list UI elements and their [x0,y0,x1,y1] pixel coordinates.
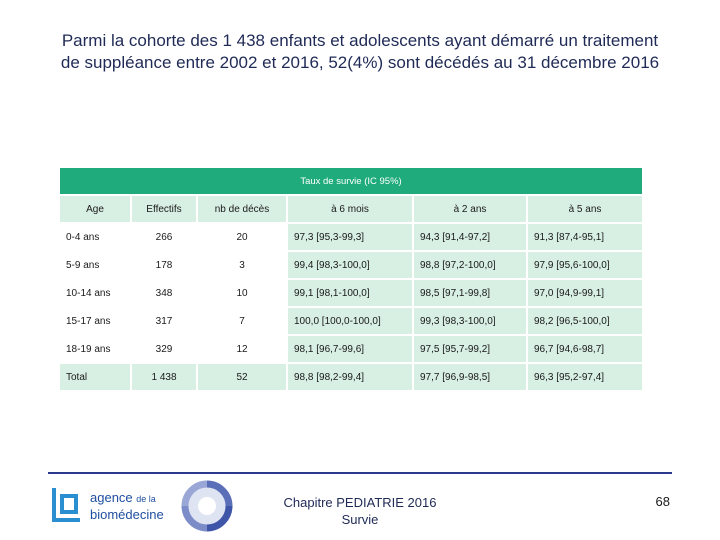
cell-2-ans: 99,3 [98,3-100,0] [414,306,528,334]
cell-age: 0-4 ans [60,222,132,250]
cell-deces: 20 [198,222,288,250]
agence-biomedecine-logo [50,484,180,530]
table-row [60,222,642,250]
col-header-5-ans: à 5 ans [528,194,642,222]
cell-deces: 52 [198,362,288,390]
footer-chapter-line-2: Survie [341,512,379,527]
col-header-6-mois: à 6 mois [288,194,414,222]
cell-effectifs: 1 438 [132,362,198,390]
cell-effectifs: 178 [132,250,198,278]
col-header-effectifs: Effectifs [132,194,198,222]
cell-deces: 10 [198,278,288,306]
page-number: 68 [655,494,670,509]
logo-mark-icon [50,486,86,526]
slide-title-line-2: de suppléance entre 2002 et 2016, 52(4%) sont décédés au 31 décembre 2016 [60,53,660,72]
table-group-header-row [60,168,642,194]
table-row [60,278,642,306]
footer-chapter-line-1: Chapitre PEDIATRIE 2016 [283,495,437,510]
cell-6-mois: 100,0 [100,0-100,0] [288,306,414,334]
cell-5-ans: 96,3 [95,2-97,4] [528,362,642,390]
cell-2-ans: 94,3 [91,4-97,2] [414,222,528,250]
cell-5-ans: 98,2 [96,5-100,0] [528,306,642,334]
slide-title [0,30,720,74]
footer-chapter [250,494,470,528]
cell-age: 15-17 ans [60,306,132,334]
logo-word-de-la: de la [136,494,156,504]
cell-deces: 3 [198,250,288,278]
cell-5-ans: 96,7 [94,6-98,7] [528,334,642,362]
footer-divider [48,472,672,474]
cell-age: Total [60,362,132,390]
survival-table [60,168,642,390]
col-header-deces: nb de décès [198,194,288,222]
cell-5-ans: 97,0 [94,9-99,1] [528,278,642,306]
cell-age: 10-14 ans [60,278,132,306]
logo-word-biomedecine: biomédecine [90,507,164,522]
cycle-emblem-icon [178,476,236,536]
cell-6-mois: 99,4 [98,3-100,0] [288,250,414,278]
logo-word-agence: agence [90,490,133,505]
cell-2-ans: 97,7 [96,9-98,5] [414,362,528,390]
logo-text [90,490,164,522]
table-row [60,306,642,334]
cell-deces: 7 [198,306,288,334]
cell-effectifs: 266 [132,222,198,250]
slide-title-line-1: Parmi la cohorte des 1 438 enfants et adolescents ayant démarré un traitement [61,31,659,50]
cell-deces: 12 [198,334,288,362]
cell-6-mois: 98,1 [96,7-99,6] [288,334,414,362]
cell-age: 18-19 ans [60,334,132,362]
table-row [60,250,642,278]
cell-6-mois: 98,8 [98,2-99,4] [288,362,414,390]
cell-6-mois: 99,1 [98,1-100,0] [288,278,414,306]
cell-6-mois: 97,3 [95,3-99,3] [288,222,414,250]
cell-2-ans: 98,5 [97,1-99,8] [414,278,528,306]
cell-effectifs: 317 [132,306,198,334]
cell-2-ans: 98,8 [97,2-100,0] [414,250,528,278]
cell-effectifs: 348 [132,278,198,306]
table-row-total [60,362,642,390]
cell-5-ans: 91,3 [87,4-95,1] [528,222,642,250]
group-header-survival-rate: Taux de survie (IC 95%) [60,168,642,194]
cell-effectifs: 329 [132,334,198,362]
cell-age: 5-9 ans [60,250,132,278]
cell-5-ans: 97,9 [95,6-100,0] [528,250,642,278]
col-header-age: Age [60,194,132,222]
table-row [60,334,642,362]
col-header-2-ans: à 2 ans [414,194,528,222]
cell-2-ans: 97,5 [95,7-99,2] [414,334,528,362]
table-column-header-row [60,194,642,222]
